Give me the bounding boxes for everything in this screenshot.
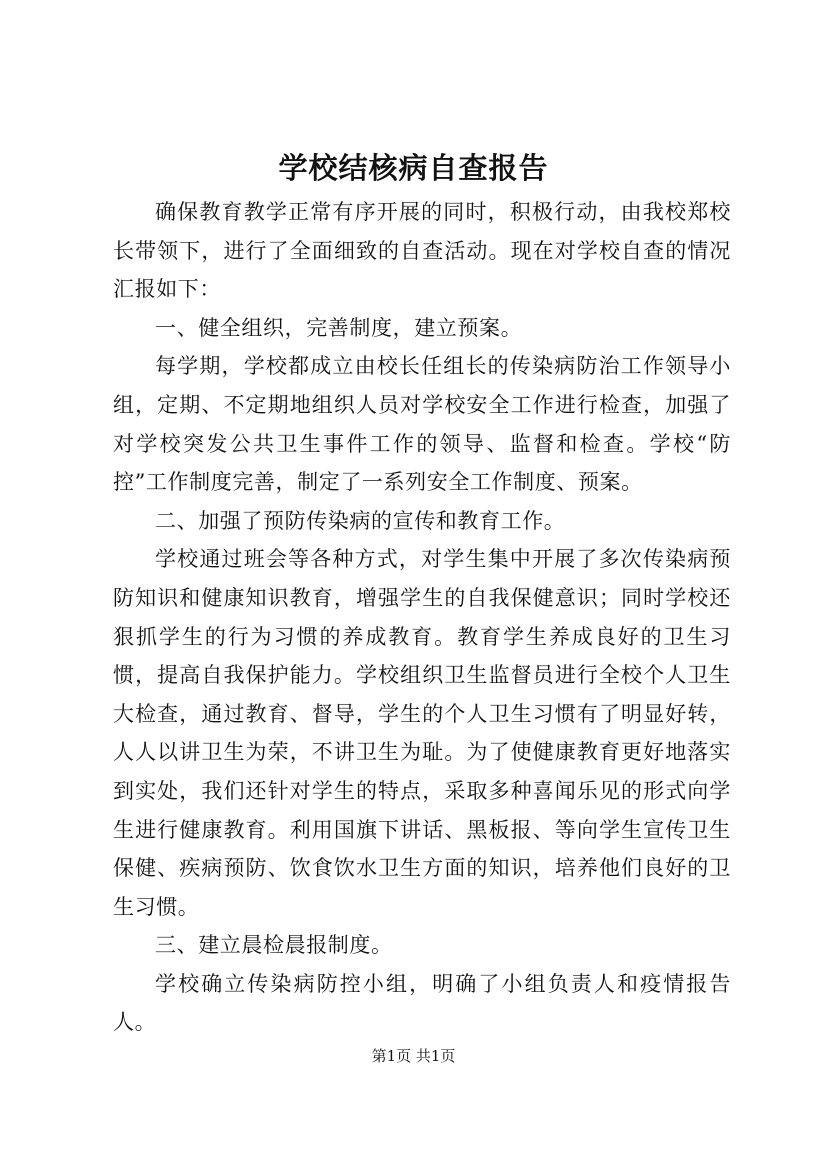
- paragraph-section-1: 每学期，学校都成立由校长任组长的传染病防治工作领导小组，定期、不定期地组织人员对学校安全工作进行检查，加强了对学校突发公共卫生事件工作的领导、监督和检查。学校“防控”工作制度完善，制定了一系列安全工作制度、预案。: [113, 354, 731, 495]
- page-footer: 第1页 共1页: [371, 1047, 456, 1065]
- heading-section-1: 一、健全组织，完善制度，建立预案。: [155, 315, 523, 340]
- document-title: 学校结核病自查报告: [278, 151, 549, 185]
- document-body: [113, 193, 731, 1042]
- heading-section-3: 三、建立晨检晨报制度。: [155, 933, 393, 958]
- paragraph-intro: 确保教育教学正常有序开展的同时，积极行动，由我校郑校长带领下，进行了全面细致的自查活动。现在对学校自查的情况汇报如下：: [113, 200, 731, 302]
- paragraph-section-3: 学校确立传染病防控小组，明确了小组负责人和疫情报告人。: [113, 971, 731, 1035]
- paragraph-section-2: 学校通过班会等各种方式，对学生集中开展了多次传染病预防知识和健康知识教育，增强学生的自我保健意识；同时学校还狠抓学生的行为习惯的养成教育。教育学生养成良好的卫生习惯，提高自我保护能力。学校组织卫生监督员进行全校个人卫生大检查，通过教育、督导，学生的个人卫生习惯有了明显好转，人人以讲卫生为荣，不讲卫生为耻。为了使健康教育更好地落实到实处，我们还针对学生的特点，采取多种喜闻乐见的形式向学生进行健康教育。利用国旗下讲话、黑板报、等向学生宣传卫生保健、疾病预防、饮食饮水卫生方面的知识，培养他们良好的卫生习惯。: [113, 547, 731, 919]
- heading-section-2: 二、加强了预防传染病的宣传和教育工作。: [155, 508, 566, 533]
